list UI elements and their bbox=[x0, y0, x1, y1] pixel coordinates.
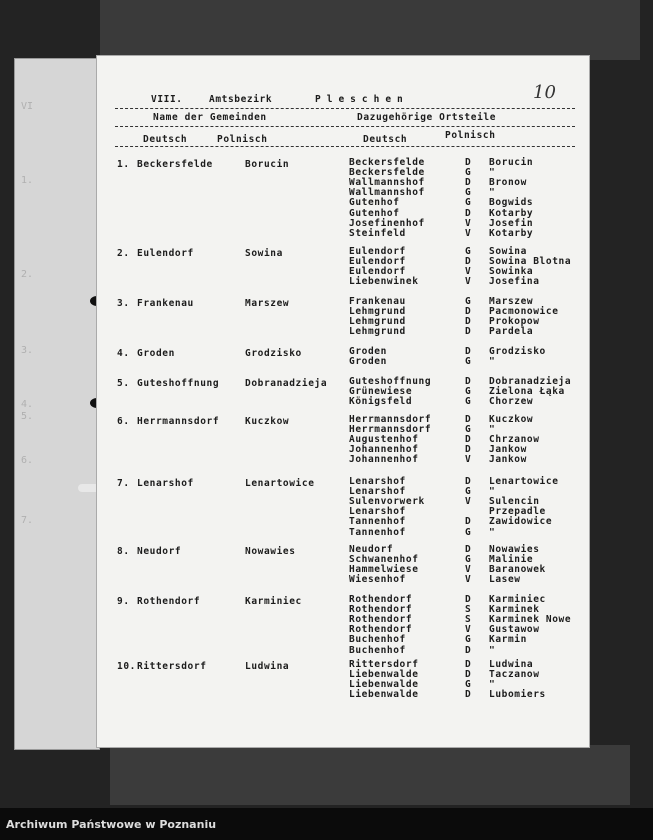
commune-name-german: Rittersdorf bbox=[137, 661, 207, 672]
ortsteil-type-code: D bbox=[465, 326, 472, 338]
commune-name-german: Rothendorf bbox=[137, 596, 201, 607]
ortsteil-type-code: D bbox=[465, 516, 472, 528]
ortsteil-name-german: Tannenhof bbox=[349, 516, 406, 528]
section-roman: VIII. bbox=[151, 94, 183, 105]
ortsteil-name-german: Herrmannsdorf bbox=[349, 424, 432, 436]
ortsteil-name-german: Rothendorf bbox=[349, 614, 413, 626]
ortsteil-type-code: D bbox=[465, 306, 472, 318]
ortsteil-type-code: D bbox=[465, 659, 472, 670]
ortsteil-name-german: Liebenwalde bbox=[349, 689, 419, 701]
ortsteil-name-german: Lenarshof bbox=[349, 476, 406, 487]
scanner-bed-bottom bbox=[110, 745, 630, 805]
subheader-polnisch: Polnisch bbox=[445, 130, 496, 141]
ortsteil-name-german: Rothendorf bbox=[349, 604, 413, 616]
ortsteil-type-code: G bbox=[465, 296, 472, 307]
district-label: Amtsbezirk bbox=[209, 94, 273, 105]
commune-name-german: Neudorf bbox=[137, 546, 182, 557]
ortsteil-name-german: Sulenvorwerk bbox=[349, 496, 425, 508]
ortsteil-type-code: V bbox=[465, 574, 472, 586]
ortsteil-name-polish: Malinie bbox=[489, 554, 534, 566]
ortsteil-name-polish: Lasew bbox=[489, 574, 521, 586]
ortsteil-name-german: Beckersfelde bbox=[349, 157, 425, 168]
ortsteil-type-code: D bbox=[465, 544, 472, 555]
ortsteil-type-code: G bbox=[465, 197, 472, 209]
commune-name-polish: Ludwina bbox=[245, 661, 290, 672]
district-name: Pleschen bbox=[315, 94, 409, 105]
ortsteil-type-code: V bbox=[465, 266, 472, 278]
ortsteil-type-code: D bbox=[465, 414, 472, 425]
ortsteil-name-polish: Sowina bbox=[489, 246, 527, 257]
commune-number: 5. bbox=[117, 378, 130, 389]
ortsteil-name-german: Beckersfelde bbox=[349, 167, 425, 179]
ortsteil-type-code: D bbox=[465, 256, 472, 268]
ortsteil-name-polish: Bogwids bbox=[489, 197, 534, 209]
ortsteil-name-polish: Gustawow bbox=[489, 624, 540, 636]
ortsteil-name-polish: Sowinka bbox=[489, 266, 534, 278]
ortsteil-name-german: Augustenhof bbox=[349, 434, 419, 446]
back-page-fragment: 4. bbox=[21, 399, 34, 410]
ortsteil-name-polish: Chorzew bbox=[489, 396, 534, 408]
ortsteil-name-german: Wallmannshof bbox=[349, 187, 425, 199]
commune-number: 3. bbox=[117, 298, 130, 309]
commune-name-polish: Karminiec bbox=[245, 596, 302, 607]
commune-name-polish: Lenartowice bbox=[245, 478, 315, 489]
ortsteil-name-polish: Przepadle bbox=[489, 506, 546, 518]
commune-name-polish: Grodzisko bbox=[245, 348, 302, 359]
header-rule bbox=[115, 146, 575, 147]
ortsteil-type-code: G bbox=[465, 679, 472, 691]
ortsteil-name-polish: Jankow bbox=[489, 444, 527, 456]
ortsteil-name-german: Liebenwinek bbox=[349, 276, 419, 288]
subheader-deutsch: Deutsch bbox=[143, 134, 188, 145]
page-number: 10 bbox=[533, 82, 556, 103]
ortsteil-name-german: Eulendorf bbox=[349, 256, 406, 268]
ortsteil-name-german: Buchenhof bbox=[349, 634, 406, 646]
ortsteil-name-german: Grünewiese bbox=[349, 386, 413, 398]
ortsteil-type-code: S bbox=[465, 604, 472, 616]
ortsteil-name-polish: Dobranadzieja bbox=[489, 376, 572, 387]
ortsteil-name-german: Herrmannsdorf bbox=[349, 414, 432, 425]
ortsteil-name-german: Wiesenhof bbox=[349, 574, 406, 586]
ortsteil-type-code: V bbox=[465, 454, 472, 466]
ortsteil-type-code: G bbox=[465, 486, 472, 498]
ortsteil-type-code: G bbox=[465, 634, 472, 646]
ortsteil-name-polish: Nowawies bbox=[489, 544, 540, 555]
ortsteil-name-polish: Kotarby bbox=[489, 227, 534, 239]
ortsteil-type-code: D bbox=[465, 157, 472, 168]
ortsteil-name-german: Gutenhof bbox=[349, 197, 400, 209]
commune-name-polish: Dobranadzieja bbox=[245, 378, 328, 389]
back-page-fragment: 2. bbox=[21, 269, 34, 280]
ortsteil-type-code: V bbox=[465, 624, 472, 636]
ortsteil-name-polish: " bbox=[489, 356, 496, 368]
commune-name-german: Lenarshof bbox=[137, 478, 194, 489]
ortsteil-name-german: Groden bbox=[349, 356, 387, 368]
ortsteil-name-polish: Zawidowice bbox=[489, 516, 553, 528]
ortsteil-name-german: Lehmgrund bbox=[349, 306, 406, 318]
ortsteil-name-german: Liebenwalde bbox=[349, 679, 419, 691]
ortsteil-name-polish: Sulencin bbox=[489, 496, 540, 508]
commune-number: 4. bbox=[117, 348, 130, 359]
ortsteil-name-polish: Lubomiers bbox=[489, 689, 546, 701]
ortsteil-name-polish: Prokopow bbox=[489, 316, 540, 328]
commune-name-german: Groden bbox=[137, 348, 175, 359]
ortsteil-type-code: D bbox=[465, 207, 472, 219]
subheader-deutsch: Deutsch bbox=[363, 134, 408, 145]
ortsteil-name-german: Lehmgrund bbox=[349, 326, 406, 338]
ortsteil-name-polish: Zielona Łąka bbox=[489, 386, 565, 398]
commune-name-polish: Marszew bbox=[245, 298, 290, 309]
ortsteil-name-german: Schwanenhof bbox=[349, 554, 419, 566]
commune-name-german: Guteshoffnung bbox=[137, 378, 220, 389]
back-page-fragment: 3. bbox=[21, 345, 34, 356]
ortsteil-name-german: Eulendorf bbox=[349, 246, 406, 257]
ortsteil-name-polish: Karmin bbox=[489, 634, 527, 646]
ortsteil-name-polish: Jankow bbox=[489, 454, 527, 466]
ortsteil-type-code: D bbox=[465, 316, 472, 328]
header-rule bbox=[115, 108, 575, 109]
ortsteil-name-german: Buchenhof bbox=[349, 644, 406, 656]
ortsteil-type-code: V bbox=[465, 217, 472, 229]
ortsteil-name-polish: Chrzanow bbox=[489, 434, 540, 446]
ortsteil-type-code: D bbox=[465, 376, 472, 387]
ortsteil-name-german: Gutenhof bbox=[349, 207, 400, 219]
ortsteil-name-german: Guteshoffnung bbox=[349, 376, 432, 387]
ortsteil-type-code: G bbox=[465, 167, 472, 179]
commune-number: 9. bbox=[117, 596, 130, 607]
commune-name-polish: Sowina bbox=[245, 248, 283, 259]
column-header-ortsteile: Dazugehörige Ortsteile bbox=[357, 112, 497, 123]
ortsteil-type-code: D bbox=[465, 177, 472, 189]
ortsteil-name-polish: Ludwina bbox=[489, 659, 534, 670]
ortsteil-name-polish: Marszew bbox=[489, 296, 534, 307]
ortsteil-name-german: Neudorf bbox=[349, 544, 394, 555]
ortsteil-name-polish: " bbox=[489, 644, 496, 656]
commune-number: 10. bbox=[117, 661, 136, 672]
commune-number: 2. bbox=[117, 248, 130, 259]
ortsteil-name-polish: " bbox=[489, 526, 496, 538]
scanner-bed-top bbox=[100, 0, 640, 60]
ortsteil-name-german: Rothendorf bbox=[349, 594, 413, 605]
commune-number: 1. bbox=[117, 159, 130, 170]
ortsteil-type-code: D bbox=[465, 346, 472, 357]
ortsteil-name-german: Lenarshof bbox=[349, 486, 406, 498]
ortsteil-type-code: G bbox=[465, 386, 472, 398]
ortsteil-type-code: G bbox=[465, 424, 472, 436]
ortsteil-type-code: G bbox=[465, 396, 472, 408]
ortsteil-name-german: Königsfeld bbox=[349, 396, 413, 408]
ortsteil-name-polish: Taczanow bbox=[489, 669, 540, 681]
ortsteil-type-code: D bbox=[465, 689, 472, 701]
ortsteil-type-code: V bbox=[465, 276, 472, 288]
ortsteil-name-polish: Borucin bbox=[489, 157, 534, 168]
ortsteil-name-polish: " bbox=[489, 679, 496, 691]
ortsteil-type-code: D bbox=[465, 444, 472, 456]
archive-footer: Archiwum Państwowe w Poznaniu bbox=[6, 818, 217, 831]
ortsteil-type-code: G bbox=[465, 246, 472, 257]
ortsteil-name-german: Groden bbox=[349, 346, 387, 357]
ortsteil-type-code: G bbox=[465, 526, 472, 538]
ortsteil-type-code: S bbox=[465, 614, 472, 626]
ortsteil-name-german: Rittersdorf bbox=[349, 659, 419, 670]
ortsteil-name-polish: Kuczkow bbox=[489, 414, 534, 425]
ortsteil-name-german: Liebenwalde bbox=[349, 669, 419, 681]
ortsteil-name-german: Eulendorf bbox=[349, 266, 406, 278]
back-page-fragment: 5. bbox=[21, 411, 34, 422]
commune-name-german: Herrmannsdorf bbox=[137, 416, 220, 427]
ortsteil-name-polish: Kotarby bbox=[489, 207, 534, 219]
ortsteil-name-german: Wallmannshof bbox=[349, 177, 425, 189]
ortsteil-name-polish: Lenartowice bbox=[489, 476, 559, 487]
ortsteil-name-polish: Karminek bbox=[489, 604, 540, 616]
ortsteil-type-code: D bbox=[465, 434, 472, 446]
subheader-polnisch: Polnisch bbox=[217, 134, 268, 145]
ortsteil-name-german: Johannenhof bbox=[349, 444, 419, 456]
back-page-fragment: 7. bbox=[21, 515, 34, 526]
ortsteil-type-code: D bbox=[465, 476, 472, 487]
ortsteil-name-german: Steinfeld bbox=[349, 227, 406, 239]
commune-name-german: Frankenau bbox=[137, 298, 194, 309]
ortsteil-name-german: Frankenau bbox=[349, 296, 406, 307]
ortsteil-name-polish: " bbox=[489, 486, 496, 498]
ortsteil-type-code: D bbox=[465, 594, 472, 605]
ortsteil-type-code: G bbox=[465, 356, 472, 368]
back-page-fragment: 6. bbox=[21, 455, 34, 466]
ortsteil-name-polish: " bbox=[489, 187, 496, 199]
column-header-gemeinden: Name der Gemeinden bbox=[153, 112, 267, 123]
ortsteil-name-german: Lehmgrund bbox=[349, 316, 406, 328]
commune-name-german: Eulendorf bbox=[137, 248, 194, 259]
ortsteil-name-german: Lenarshof bbox=[349, 506, 406, 518]
back-page-fragment: 1. bbox=[21, 175, 34, 186]
commune-name-polish: Borucin bbox=[245, 159, 290, 170]
ortsteil-name-german: Josefinenhof bbox=[349, 217, 425, 229]
ortsteil-name-polish: Baranowek bbox=[489, 564, 546, 576]
ortsteil-type-code: V bbox=[465, 227, 472, 239]
commune-number: 6. bbox=[117, 416, 130, 427]
ortsteil-type-code: V bbox=[465, 496, 472, 508]
ortsteil-name-polish: Karminek Nowe bbox=[489, 614, 572, 626]
ortsteil-name-polish: Pardela bbox=[489, 326, 534, 338]
ortsteil-type-code: G bbox=[465, 187, 472, 199]
ortsteil-name-polish: Karminiec bbox=[489, 594, 546, 605]
commune-number: 8. bbox=[117, 546, 130, 557]
ortsteil-type-code: G bbox=[465, 554, 472, 566]
ortsteil-name-polish: Josefina bbox=[489, 276, 540, 288]
ortsteil-name-polish: Bronow bbox=[489, 177, 527, 189]
ortsteil-name-german: Johannenhof bbox=[349, 454, 419, 466]
previous-page-edge bbox=[14, 58, 100, 750]
document-page bbox=[96, 55, 590, 748]
ortsteil-type-code: V bbox=[465, 564, 472, 576]
ortsteil-name-german: Tannenhof bbox=[349, 526, 406, 538]
commune-name-polish: Nowawies bbox=[245, 546, 296, 557]
commune-name-german: Beckersfelde bbox=[137, 159, 213, 170]
ortsteil-type-code: D bbox=[465, 669, 472, 681]
ortsteil-name-polish: Sowina Blotna bbox=[489, 256, 572, 268]
ortsteil-type-code: D bbox=[465, 644, 472, 656]
ortsteil-name-german: Hammelwiese bbox=[349, 564, 419, 576]
ortsteil-name-german: Rothendorf bbox=[349, 624, 413, 636]
ortsteil-name-polish: Josefin bbox=[489, 217, 534, 229]
header-rule bbox=[115, 126, 575, 127]
ortsteil-name-polish: Pacmonowice bbox=[489, 306, 559, 318]
commune-name-polish: Kuczkow bbox=[245, 416, 290, 427]
ortsteil-name-polish: " bbox=[489, 424, 496, 436]
commune-number: 7. bbox=[117, 478, 130, 489]
ortsteil-name-polish: Grodzisko bbox=[489, 346, 546, 357]
ortsteil-name-polish: " bbox=[489, 167, 496, 179]
back-page-fragment: VI bbox=[21, 101, 34, 112]
